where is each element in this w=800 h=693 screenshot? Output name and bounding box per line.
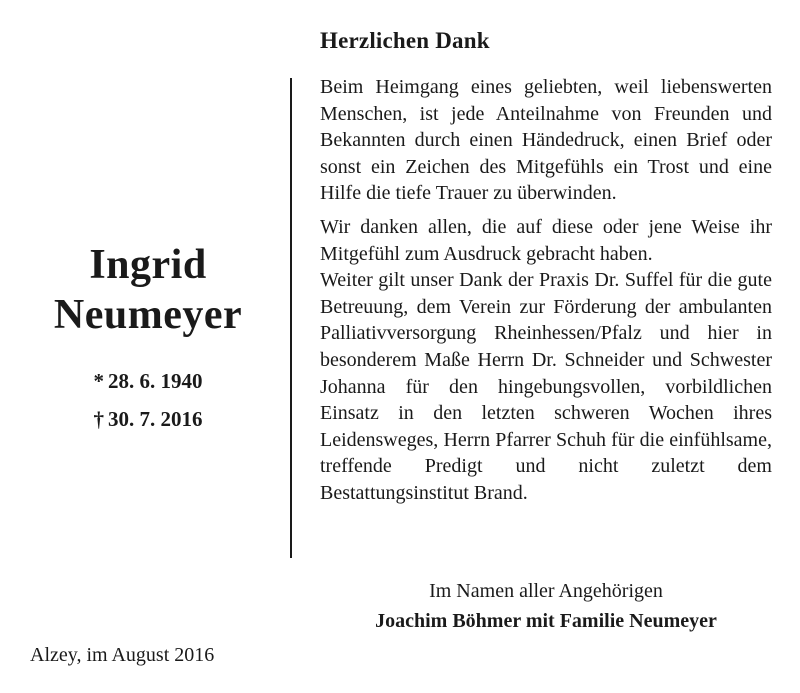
paragraph-intro: Beim Heimgang eines geliebten, weil liebenswerten Menschen, ist jede Anteilnahme von Freunden und Bekannten durch einen Händedruck, einen Brief oder sonst ein Zeichen des Mitgefühls ein Trost und eine Hilfe die tiefe Trauer zu überwinden. (320, 76, 772, 205)
notice-heading: Herzlichen Dank (320, 28, 490, 53)
birth-star-icon: * (93, 369, 104, 393)
signature: Joachim Böhmer mit Familie Neumeyer (375, 610, 717, 632)
closing-line: Im Namen aller Angehörigen (429, 580, 663, 602)
birth-date: 28. 6. 1940 (108, 369, 203, 393)
deceased-first-name: Ingrid (89, 242, 207, 288)
birth-date-line (20, 362, 276, 400)
death-cross-icon: † (93, 407, 104, 431)
paragraph-thanks: Wir danken allen, die auf diese oder jene Weise ihr Mitgefühl zum Ausdruck gebracht haben. (320, 215, 772, 265)
paragraph-special-thanks: Weiter gilt unser Dank der Praxis Dr. Suffel für die gute Betreuung, dem Verein zur Förderung der ambulanten Palliativversorgung Rheinhessen/Pfalz und hier in besonderem Maße Herrn Dr. Schneider und Schwester Johanna für den hingebungsvollen, vorbildlichen Einsatz in den letzten schweren Wochen ihres Leidensweges, Herrn Pfarrer Schuh für die einfühlsame, treffende Predigt und nicht zuletzt dem Bestattungsinstitut Brand. (320, 269, 772, 504)
life-dates (20, 362, 276, 438)
death-date-line (20, 400, 276, 438)
thank-you-text (320, 74, 772, 507)
place-and-date: Alzey, im August 2016 (30, 644, 215, 666)
death-date: 30. 7. 2016 (108, 407, 203, 431)
vertical-divider (290, 78, 292, 558)
deceased-info (20, 240, 276, 438)
deceased-last-name: Neumeyer (53, 292, 243, 338)
